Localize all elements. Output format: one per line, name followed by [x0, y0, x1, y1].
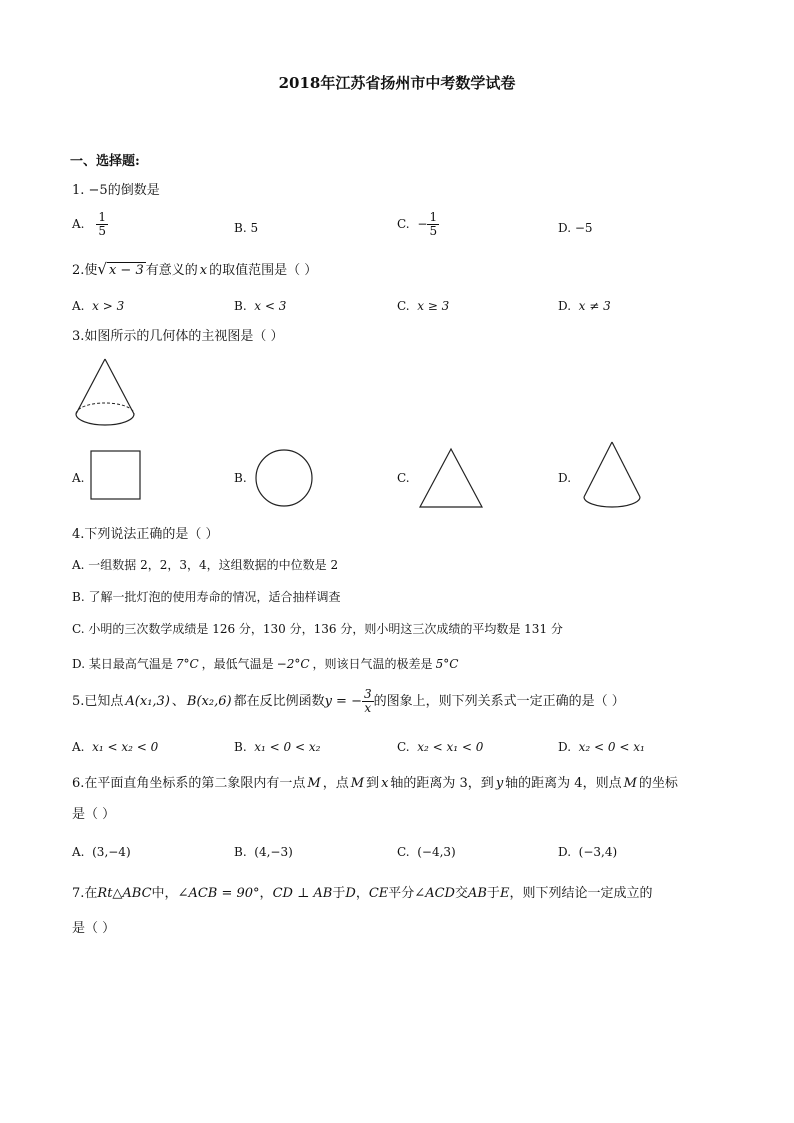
option-text: x₂ < x₁ < 0 — [417, 740, 484, 754]
cone-option-d — [582, 440, 646, 512]
circle-option-b — [255, 449, 315, 509]
option-letter: B. — [234, 740, 247, 754]
triangle-name: Rt△ABC — [97, 886, 152, 901]
q2-option-c — [397, 297, 449, 315]
stem-text: 到 — [366, 776, 380, 791]
fraction-denominator: 5 — [98, 224, 106, 238]
stem-text: 2.使 — [72, 263, 98, 278]
q3-option-b-label: B. — [234, 471, 247, 485]
fraction — [427, 211, 439, 238]
point-e: E — [499, 886, 510, 901]
option-text: ，则该日气温的极差是 — [312, 657, 433, 671]
question-6-line-2: 是（ ） — [72, 807, 116, 822]
option-letter: C. — [397, 740, 410, 754]
segment-ab: AB — [467, 886, 487, 901]
stem-text: 平分 — [388, 886, 415, 901]
q3-option-c-label: C. — [397, 471, 410, 485]
q4-option-b: B. 了解一批灯泡的使用寿命的情况，适合抽样调查 — [72, 590, 341, 604]
separator: 、 — [171, 694, 185, 709]
q1-option-c — [397, 211, 439, 238]
x-axis-var: x — [381, 776, 389, 791]
fraction-numerator: 1 — [98, 210, 106, 224]
q1-option-b — [234, 219, 258, 237]
radicand: x − 3 — [108, 263, 144, 278]
option-letter: C. — [397, 217, 410, 231]
question-6-line-1 — [72, 775, 678, 793]
circle-shape — [256, 450, 312, 506]
option-text: x ≠ 3 — [578, 299, 611, 313]
cone-base-front — [584, 497, 640, 507]
stem-text: 的取值范围是（ ） — [209, 263, 318, 278]
point-d: D — [345, 886, 356, 901]
option-text: (4,−3) — [254, 845, 293, 859]
q3-option-a-label: A. — [72, 471, 85, 485]
option-letter: B. — [234, 299, 247, 313]
option-text: x₁ < 0 < x₂ — [254, 740, 321, 754]
page-title: 2018年江苏省扬州市中考数学试卷 — [278, 74, 516, 92]
question-1-stem: 1. −5的倒数是 — [72, 183, 160, 198]
option-letter: A. — [72, 740, 85, 754]
option-text: x > 3 — [92, 299, 125, 313]
stem-text: 7.在 — [72, 886, 98, 901]
stem-text: 轴的距离为 3，到 — [390, 776, 494, 791]
point-m: M — [623, 776, 637, 791]
q2-option-b — [234, 297, 286, 315]
q2-option-d — [558, 297, 611, 315]
segment-ce: CE — [368, 886, 389, 901]
q1-option-a — [72, 211, 108, 238]
temperature-low: −2°C — [276, 657, 310, 671]
triangle-shape — [420, 449, 482, 507]
function-lhs: y = − — [324, 694, 362, 709]
q2-option-a — [72, 297, 124, 315]
stem-text: ，则下列结论一定成立的 — [509, 886, 653, 901]
stem-text: 有意义的 — [145, 263, 198, 278]
option-text: (3,−4) — [92, 845, 131, 859]
question-5-stem — [72, 688, 625, 715]
stem-text: ， — [355, 886, 369, 901]
stem-text: 的图象上，则下列关系式一定正确的是（ ） — [373, 694, 625, 709]
stem-text: 于 — [486, 886, 500, 901]
q4-option-d — [72, 655, 458, 673]
option-letter: B. — [234, 221, 247, 235]
stem-text: 中， — [151, 886, 178, 901]
option-letter: A. — [72, 845, 85, 859]
square-option-a — [90, 450, 142, 502]
q6-option-a — [72, 843, 131, 861]
function-fraction — [362, 688, 374, 715]
option-text: ，最低气温是 — [201, 657, 274, 671]
sqrt-sign: √ — [97, 260, 107, 278]
perpendicular-cd: CD ⊥ AB — [272, 886, 333, 901]
square-shape — [91, 451, 140, 499]
fraction-numerator: 3 — [363, 687, 372, 701]
q6-option-d — [558, 843, 617, 861]
cone-base-front — [76, 414, 134, 425]
point-m: M — [307, 776, 321, 791]
q1-option-d — [558, 219, 593, 237]
option-text: (−3,4) — [578, 845, 618, 859]
stem-text: 轴的距离为 4，则点 — [505, 776, 622, 791]
question-7-line-1 — [72, 885, 652, 903]
y-axis-var: y — [495, 776, 504, 791]
option-text: x < 3 — [254, 299, 287, 313]
question-3-stem: 3.如图所示的几何体的主视图是（ ） — [72, 329, 284, 344]
temperature-range: 5°C — [435, 657, 459, 671]
option-letter: D. — [558, 299, 572, 313]
q5-option-a — [72, 738, 158, 756]
variable: x — [199, 263, 208, 278]
q4-option-a: A. 一组数据 2，2，3，4，这组数据的中位数是 2 — [72, 558, 339, 572]
option-text: x₂ < 0 < x₁ — [578, 740, 645, 754]
point-b: B(x₂,6) — [186, 694, 232, 709]
section-heading: 一、选择题: — [70, 154, 140, 169]
stem-text: 交 — [454, 886, 468, 901]
q3-option-d-label: D. — [558, 471, 572, 485]
stem-text: ， — [259, 886, 273, 901]
point-m: M — [350, 776, 365, 791]
option-text: x₁ < x₂ < 0 — [92, 740, 159, 754]
option-text: −5 — [574, 221, 593, 235]
q6-option-b — [234, 843, 293, 861]
fraction-denominator: x — [364, 701, 372, 715]
option-letter: A. — [72, 217, 85, 231]
temperature-high: 7°C — [175, 657, 199, 671]
q4-option-c: C. 小明的三次数学成绩是 126 分，130 分，136 分，则小明这三次成绩的平均数是 131 分 — [72, 622, 563, 636]
option-letter: C. — [397, 299, 410, 313]
fraction — [96, 211, 108, 238]
cone-base-back — [76, 403, 134, 414]
stem-text: 都在反比例函数 — [233, 694, 325, 709]
cone-edge-right — [105, 359, 134, 414]
angle-acd: ∠ACD — [414, 886, 455, 901]
option-text: (−4,3) — [417, 845, 456, 859]
q5-option-c — [397, 738, 483, 756]
option-letter: A. — [72, 299, 85, 313]
angle-acb: ∠ACB = 90° — [177, 886, 260, 901]
option-letter: B. — [234, 845, 247, 859]
cone-edge-left — [76, 359, 105, 414]
stem-text: 5.已知点 — [72, 694, 124, 709]
stem-text: ，点 — [322, 776, 349, 791]
minus-sign: − — [417, 217, 428, 231]
question-4-stem: 4.下列说法正确的是（ ） — [72, 527, 219, 542]
stem-text: 于 — [332, 886, 346, 901]
option-letter: D. — [558, 740, 572, 754]
question-7-line-2: 是（ ） — [72, 921, 116, 936]
fraction-numerator: 1 — [429, 210, 438, 224]
q6-option-c — [397, 843, 456, 861]
q5-option-b — [234, 738, 320, 756]
option-text: x ≥ 3 — [417, 299, 450, 313]
option-letter: C. — [397, 845, 410, 859]
question-2-stem — [72, 260, 317, 280]
point-a: A(x₁,3) — [125, 694, 170, 709]
q5-option-d — [558, 738, 645, 756]
cone-edge-right — [612, 442, 640, 497]
triangle-option-c — [419, 448, 485, 510]
cone-figure — [73, 357, 143, 432]
option-text: 5 — [250, 221, 259, 235]
fraction-denominator: 5 — [429, 224, 438, 238]
stem-text: 6.在平面直角坐标系的第二象限内有一点 — [72, 776, 306, 791]
option-text: D. 某日最高气温是 — [72, 657, 173, 671]
stem-text: 的坐标 — [638, 776, 678, 791]
option-letter: D. — [558, 221, 572, 235]
option-letter: D. — [558, 845, 572, 859]
cone-edge-left — [584, 442, 612, 497]
